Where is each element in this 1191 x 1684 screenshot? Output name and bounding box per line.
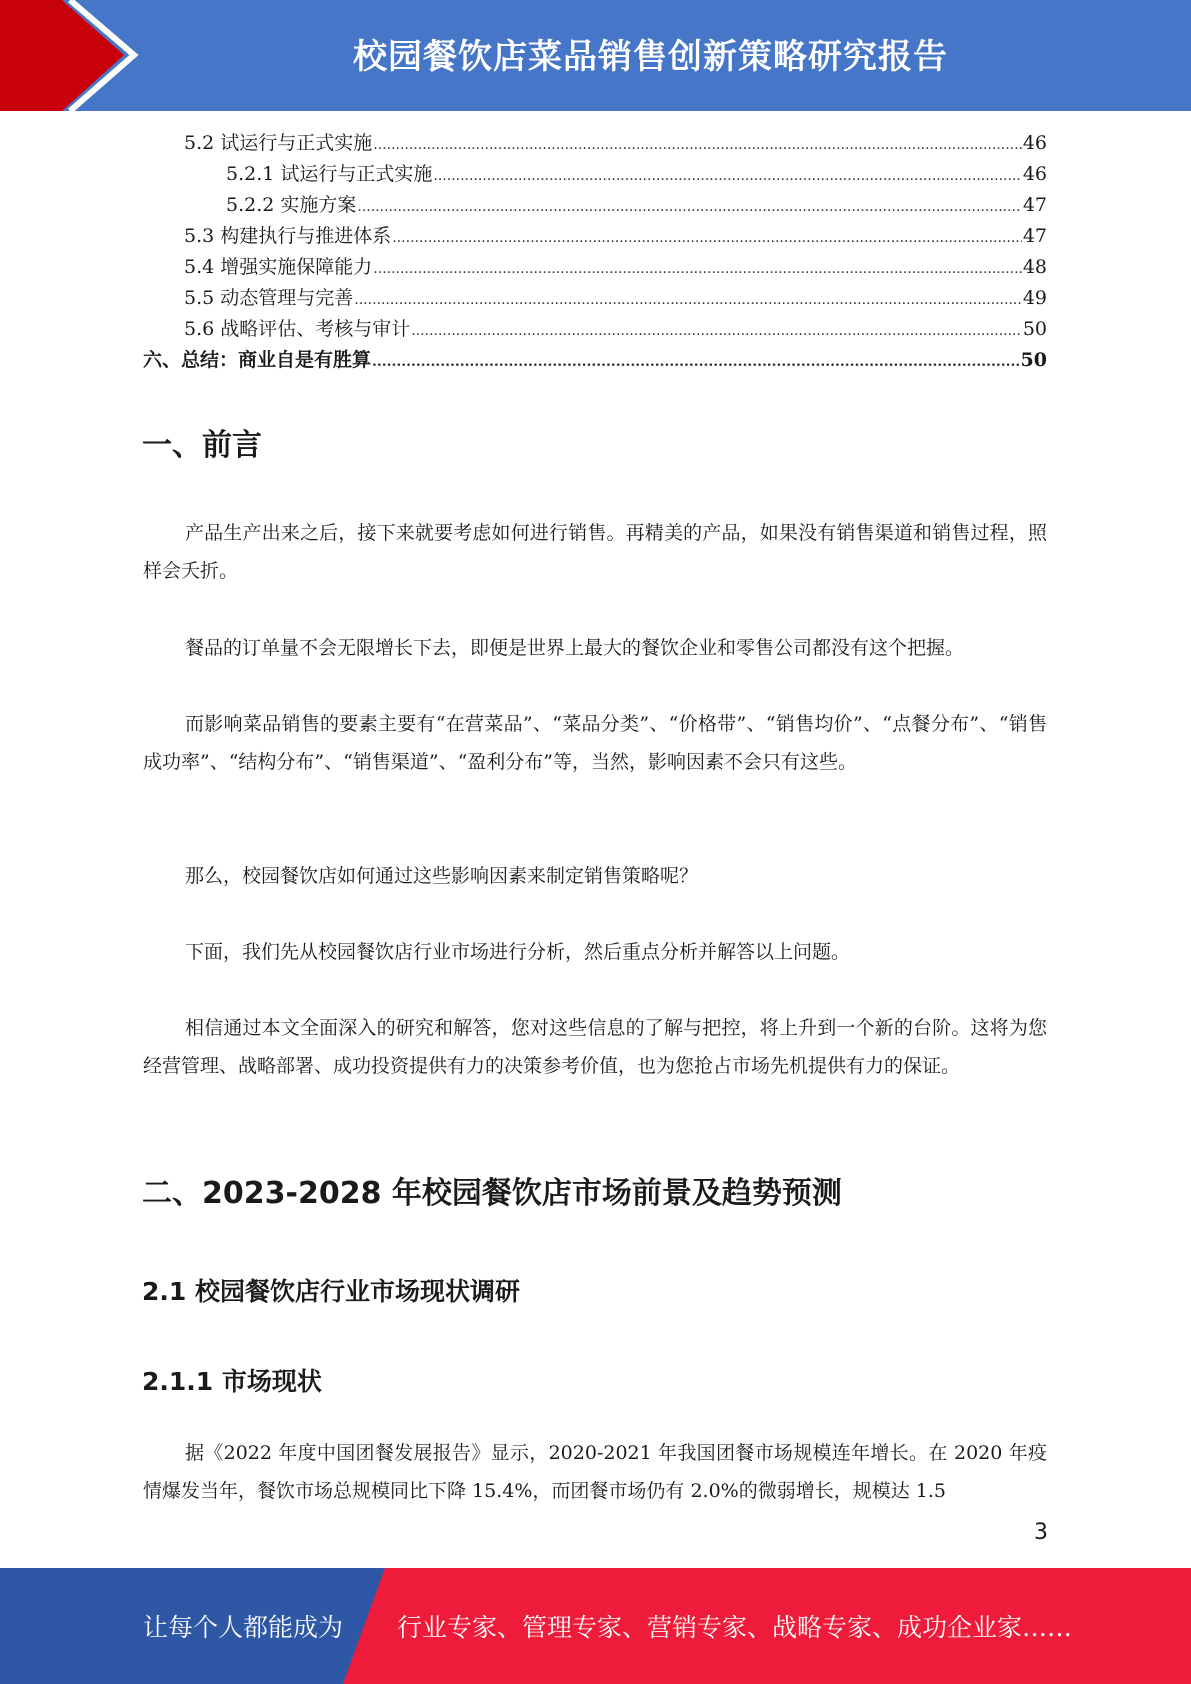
toc-entry[interactable] <box>143 221 1047 252</box>
body-paragraph: 那么，校园餐饮店如何通过这些影响因素来制定销售策略呢？ <box>185 865 699 887</box>
section-heading-preface: 一、前言 <box>142 428 262 463</box>
toc-entry-text: 5.5 动态管理与完善 <box>184 287 354 309</box>
table-of-contents <box>143 128 1047 376</box>
body-paragraph: 下面，我们先从校园餐饮店行业市场进行分析，然后重点分析并解答以上问题。 <box>185 941 851 963</box>
toc-entry-text: 5.2.1 试运行与正式实施 <box>226 163 433 185</box>
toc-leader-dots <box>373 130 1022 161</box>
footer-slogan-right: 行业专家、管理专家、营销专家、战略专家、成功企业家…… <box>397 1613 1073 1642</box>
body-paragraph: 而影响菜品销售的要素主要有“在营菜品”、“菜品分类”、“价格带”、“销售均价”、“点餐分布”、“销售成功率”、“结构分布”、“销售渠道”、“盈利分布”等，当然，影响因素不会只有这些。 <box>143 713 1047 773</box>
toc-leader-dots <box>433 161 1021 192</box>
footer-slogan-left: 让每个人都能成为 <box>143 1613 344 1642</box>
section-heading-market-outlook: 二、2023-2028 年校园餐饮店市场前景及趋势预测 <box>142 1176 842 1211</box>
body-paragraph: 餐品的订单量不会无限增长下去，即便是世界上最大的餐饮企业和零售公司都没有这个把握。 <box>185 637 965 659</box>
toc-entry[interactable] <box>143 128 1047 159</box>
toc-entry[interactable] <box>143 314 1047 345</box>
body-paragraph: 据《2022 年度中国团餐发展报告》显示，2020-2021 年我国团餐市场规模连年增长。在 2020 年疫情爆发当年，餐饮市场总规模同比下降 15.4%，而团餐市场仍有 2.0%的微弱增长，规模达 1.5 <box>143 1442 1047 1502</box>
subsubsection-heading: 2.1.1 市场现状 <box>142 1367 322 1396</box>
toc-entry[interactable] <box>143 190 1047 221</box>
toc-entry-text: 5.2 试运行与正式实施 <box>184 132 373 154</box>
toc-entry-page: 46 <box>1022 163 1047 185</box>
toc-entry-page: 48 <box>1022 256 1047 278</box>
toc-entry-page: 50 <box>1022 318 1047 340</box>
body-paragraph: 产品生产出来之后，接下来就要考虑如何进行销售。再精美的产品，如果没有销售渠道和销售过程，照样会夭折。 <box>143 522 1047 582</box>
toc-entry[interactable] <box>143 283 1047 314</box>
toc-entry[interactable] <box>143 159 1047 190</box>
toc-entry-text: 5.2.2 实施方案 <box>226 194 357 216</box>
page-number: 3 <box>1034 1520 1048 1545</box>
toc-entry[interactable] <box>143 252 1047 283</box>
report-title: 校园餐饮店菜品销售创新策略研究报告 <box>353 36 948 77</box>
toc-leader-dots <box>372 347 1020 378</box>
toc-leader-dots <box>357 192 1021 223</box>
body-paragraph: 相信通过本文全面深入的研究和解答，您对这些信息的了解与把控，将上升到一个新的台阶。这将为您经营管理、战略部署、成功投资提供有力的决策参考价值，也为您抢占市场先机提供有力的保证。 <box>143 1017 1047 1077</box>
toc-leader-dots <box>392 223 1022 254</box>
toc-entry-text: 5.3 构建执行与推进体系 <box>184 225 392 247</box>
header-red-arrow <box>0 0 140 111</box>
toc-leader-dots <box>354 285 1022 316</box>
toc-entry-page: 46 <box>1022 132 1047 154</box>
page-footer <box>0 1568 1191 1684</box>
toc-entry-text: 六、总结：商业自是有胜算 <box>143 349 372 371</box>
toc-leader-dots <box>411 316 1022 347</box>
toc-entry-text: 5.6 战略评估、考核与审计 <box>184 318 411 340</box>
toc-entry-page: 49 <box>1022 287 1047 309</box>
toc-leader-dots <box>373 254 1022 285</box>
toc-entry-page: 47 <box>1022 194 1047 216</box>
page-header <box>0 0 1191 111</box>
toc-entry-page: 47 <box>1022 225 1047 247</box>
subsection-heading: 2.1 校园餐饮店行业市场现状调研 <box>142 1277 520 1306</box>
toc-entry-page: 50 <box>1020 349 1047 371</box>
toc-entry-text: 5.4 增强实施保障能力 <box>184 256 373 278</box>
toc-entry-chapter[interactable] <box>143 345 1047 376</box>
